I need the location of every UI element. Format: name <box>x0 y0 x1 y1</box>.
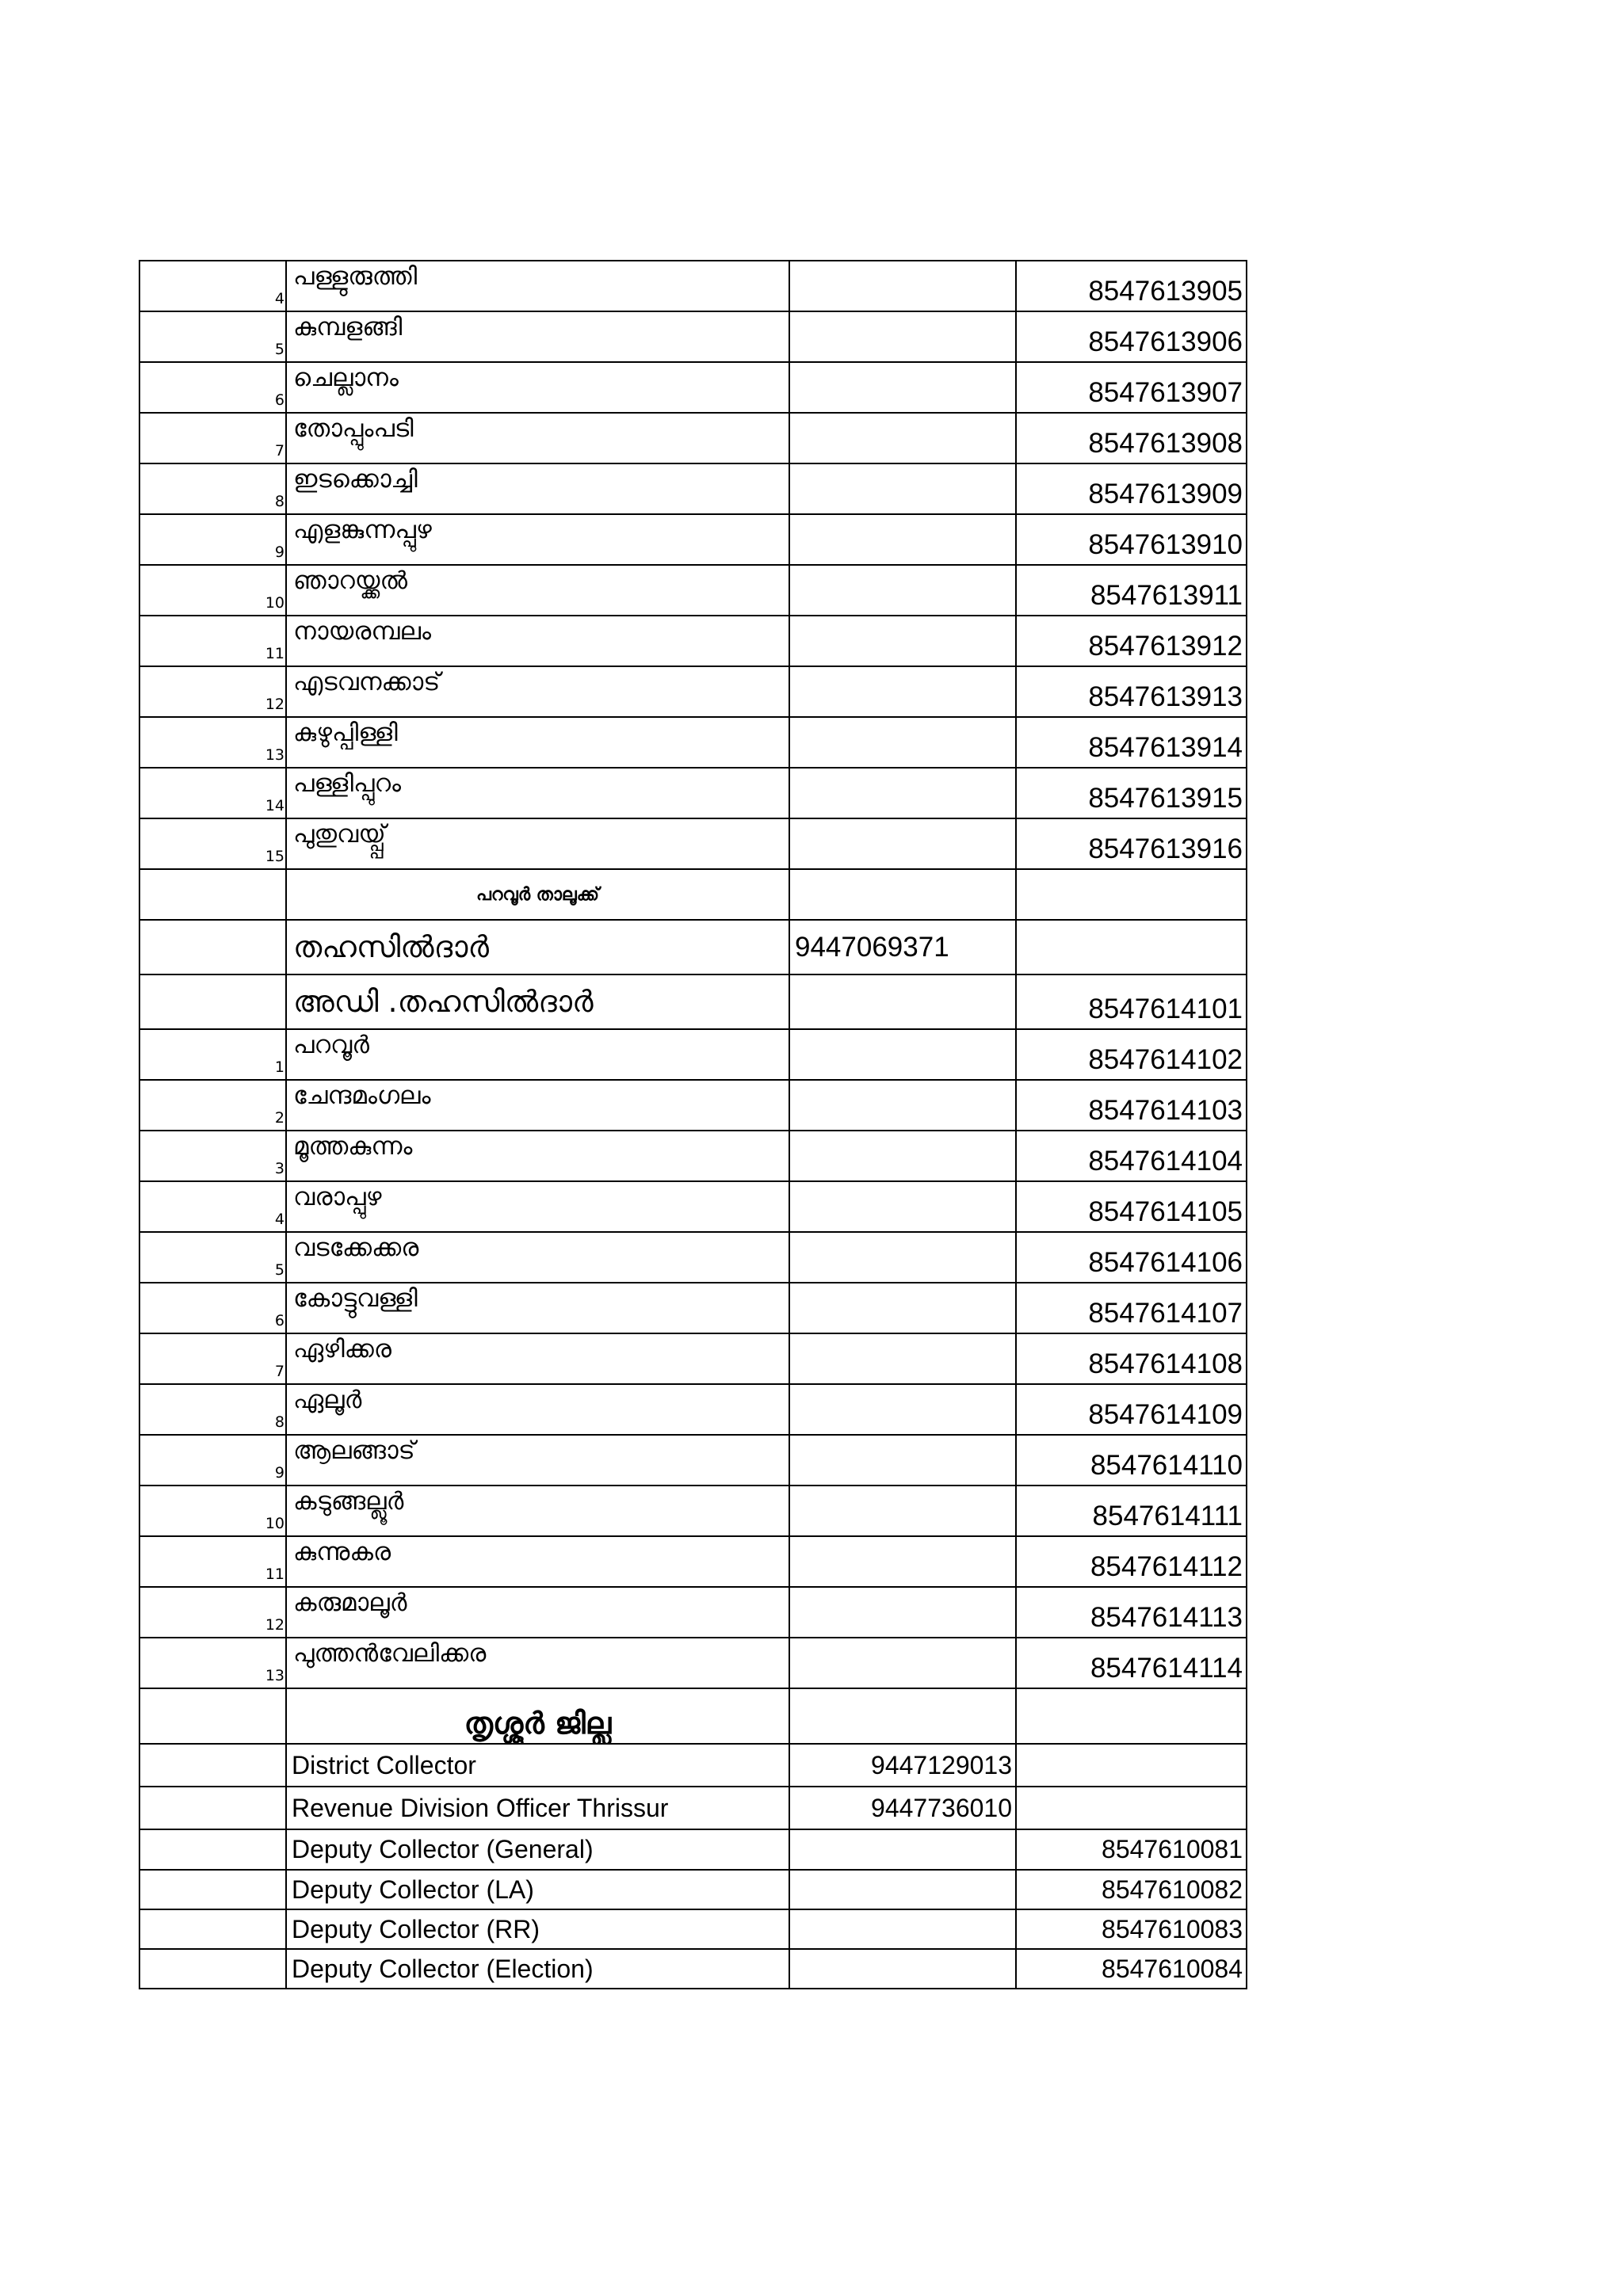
landline-number <box>789 1029 1016 1080</box>
landline-number: 9447736010 <box>789 1787 1016 1829</box>
serial-number: 7 <box>139 1333 286 1384</box>
mobile-number: 8547613911 <box>1016 565 1247 616</box>
serial-number <box>139 1744 286 1787</box>
serial-number <box>139 1909 286 1949</box>
landline-number <box>789 463 1016 514</box>
mobile-number: 8547614101 <box>1016 974 1247 1029</box>
landline-number <box>789 1638 1016 1688</box>
serial-number: 4 <box>139 1181 286 1232</box>
office-name: ഞാറയ്ക്കൽ <box>286 565 789 616</box>
serial-number: 13 <box>139 717 286 768</box>
mobile-number: 8547613907 <box>1016 362 1247 413</box>
office-name: അഡി .തഹസിൽദാർ <box>286 974 789 1029</box>
table-row <box>139 920 1247 974</box>
office-name: എളങ്കുന്നപ്പുഴ <box>286 514 789 565</box>
mobile-number <box>1016 1688 1247 1744</box>
table-row <box>139 1744 1247 1787</box>
serial-number <box>139 920 286 974</box>
table-row <box>139 768 1247 818</box>
serial-number: 2 <box>139 1080 286 1131</box>
office-name: പുത്തൻവേലിക്കര <box>286 1638 789 1688</box>
office-name: ഏഴിക്കര <box>286 1333 789 1384</box>
landline-number <box>789 413 1016 463</box>
mobile-number: 8547613913 <box>1016 666 1247 717</box>
serial-number: 1 <box>139 1029 286 1080</box>
mobile-number: 8547613909 <box>1016 463 1247 514</box>
serial-number: 5 <box>139 311 286 362</box>
mobile-number <box>1016 869 1247 920</box>
table-row <box>139 1232 1247 1283</box>
table-row <box>139 261 1247 311</box>
landline-number <box>789 1688 1016 1744</box>
landline-number <box>789 565 1016 616</box>
landline-number <box>789 1232 1016 1283</box>
office-name: Deputy Collector (General) <box>286 1829 789 1870</box>
landline-number <box>789 1181 1016 1232</box>
table-row <box>139 666 1247 717</box>
mobile-number: 8547614102 <box>1016 1029 1247 1080</box>
table-row <box>139 565 1247 616</box>
table-row <box>139 413 1247 463</box>
table-row <box>139 1283 1247 1333</box>
landline-number <box>789 311 1016 362</box>
serial-number: 7 <box>139 413 286 463</box>
mobile-number: 8547614109 <box>1016 1384 1247 1435</box>
office-name: എടവനക്കാട് <box>286 666 789 717</box>
office-name: ഏലൂർ <box>286 1384 789 1435</box>
landline-number <box>789 1587 1016 1638</box>
office-name: പള്ളിപ്പുറം <box>286 768 789 818</box>
office-name: കുഴുപ്പിള്ളി <box>286 717 789 768</box>
table-row <box>139 311 1247 362</box>
landline-number <box>789 1283 1016 1333</box>
landline-number <box>789 869 1016 920</box>
mobile-number: 8547613910 <box>1016 514 1247 565</box>
serial-number: 3 <box>139 1131 286 1181</box>
table-row <box>139 818 1247 869</box>
mobile-number: 8547613905 <box>1016 261 1247 311</box>
office-name: തഹസിൽദാർ <box>286 920 789 974</box>
mobile-number: 8547614107 <box>1016 1283 1247 1333</box>
mobile-number: 8547614111 <box>1016 1486 1247 1536</box>
landline-number <box>789 1949 1016 1989</box>
office-name: തോപ്പുംപടി <box>286 413 789 463</box>
table-row <box>139 1536 1247 1587</box>
office-name: വടക്കേക്കര <box>286 1232 789 1283</box>
serial-number: 6 <box>139 362 286 413</box>
serial-number <box>139 1688 286 1744</box>
landline-number <box>789 1131 1016 1181</box>
table-row <box>139 1829 1247 1870</box>
taluk-heading: പറവൂർ താലൂക്ക് <box>286 869 789 920</box>
landline-number <box>789 768 1016 818</box>
office-name: District Collector <box>286 1744 789 1787</box>
table-row <box>139 1909 1247 1949</box>
mobile-number: 8547614108 <box>1016 1333 1247 1384</box>
office-name: പറവൂർ <box>286 1029 789 1080</box>
landline-number <box>789 616 1016 666</box>
landline-number <box>789 1536 1016 1587</box>
office-name: ആലങ്ങാട് <box>286 1435 789 1486</box>
taluk-heading-row <box>139 869 1247 920</box>
mobile-number: 8547614113 <box>1016 1587 1247 1638</box>
office-name: നായരമ്പലം <box>286 616 789 666</box>
mobile-number: 8547610084 <box>1016 1949 1247 1989</box>
office-name: പള്ളുരുത്തി <box>286 261 789 311</box>
landline-number <box>789 261 1016 311</box>
mobile-number: 8547614105 <box>1016 1181 1247 1232</box>
landline-number <box>789 1829 1016 1870</box>
serial-number: 12 <box>139 1587 286 1638</box>
table-row <box>139 1029 1247 1080</box>
office-name: Deputy Collector (Election) <box>286 1949 789 1989</box>
office-name: കുന്നുകര <box>286 1536 789 1587</box>
office-name: Deputy Collector (LA) <box>286 1870 789 1909</box>
mobile-number: 8547613916 <box>1016 818 1247 869</box>
serial-number: 10 <box>139 565 286 616</box>
mobile-number: 8547610082 <box>1016 1870 1247 1909</box>
mobile-number: 8547614110 <box>1016 1435 1247 1486</box>
mobile-number <box>1016 920 1247 974</box>
mobile-number <box>1016 1787 1247 1829</box>
landline-number <box>789 1870 1016 1909</box>
office-name: കരുമാലൂർ <box>286 1587 789 1638</box>
serial-number <box>139 1787 286 1829</box>
table-row <box>139 1333 1247 1384</box>
district-heading: തൃശ്ശൂർ ജില്ല <box>286 1688 789 1744</box>
landline-number <box>789 1384 1016 1435</box>
table-row <box>139 1181 1247 1232</box>
serial-number: 10 <box>139 1486 286 1536</box>
office-name: വരാപ്പുഴ <box>286 1181 789 1232</box>
serial-number: 8 <box>139 463 286 514</box>
landline-number <box>789 362 1016 413</box>
serial-number: 9 <box>139 514 286 565</box>
table-row <box>139 1949 1247 1989</box>
mobile-number: 8547613915 <box>1016 768 1247 818</box>
office-name: ചേന്ദമംഗലം <box>286 1080 789 1131</box>
table-row <box>139 974 1247 1029</box>
office-name: മൂത്തകുന്നം <box>286 1131 789 1181</box>
mobile-number: 8547613908 <box>1016 413 1247 463</box>
table-row <box>139 717 1247 768</box>
serial-number <box>139 1829 286 1870</box>
table-row <box>139 1080 1247 1131</box>
table-row <box>139 616 1247 666</box>
table-row <box>139 1384 1247 1435</box>
table-row <box>139 362 1247 413</box>
table-row <box>139 1787 1247 1829</box>
serial-number: 14 <box>139 768 286 818</box>
serial-number <box>139 974 286 1029</box>
mobile-number: 8547610081 <box>1016 1829 1247 1870</box>
table-row <box>139 1131 1247 1181</box>
landline-number: 9447129013 <box>789 1744 1016 1787</box>
table-row <box>139 1486 1247 1536</box>
landline-number <box>789 974 1016 1029</box>
landline-number <box>789 1486 1016 1536</box>
office-name: കടുങ്ങല്ലൂർ <box>286 1486 789 1536</box>
serial-number: 13 <box>139 1638 286 1688</box>
serial-number: 12 <box>139 666 286 717</box>
mobile-number: 8547614112 <box>1016 1536 1247 1587</box>
contact-table <box>139 260 1247 1989</box>
landline-number: 9447069371 <box>789 920 1016 974</box>
mobile-number: 8547610083 <box>1016 1909 1247 1949</box>
mobile-number <box>1016 1744 1247 1787</box>
mobile-number: 8547614104 <box>1016 1131 1247 1181</box>
serial-number: 11 <box>139 616 286 666</box>
district-heading-row <box>139 1688 1247 1744</box>
serial-number: 11 <box>139 1536 286 1587</box>
mobile-number: 8547614114 <box>1016 1638 1247 1688</box>
office-name: Revenue Division Officer Thrissur <box>286 1787 789 1829</box>
landline-number <box>789 514 1016 565</box>
office-name: ഇടക്കൊച്ചി <box>286 463 789 514</box>
office-name: പുതുവയ്പ്പ് <box>286 818 789 869</box>
serial-number: 6 <box>139 1283 286 1333</box>
landline-number <box>789 1333 1016 1384</box>
landline-number <box>789 818 1016 869</box>
landline-number <box>789 1435 1016 1486</box>
serial-number: 8 <box>139 1384 286 1435</box>
office-name: കോട്ടുവള്ളി <box>286 1283 789 1333</box>
office-name: ചെല്ലാനം <box>286 362 789 413</box>
office-name: Deputy Collector (RR) <box>286 1909 789 1949</box>
serial-number <box>139 869 286 920</box>
serial-number: 5 <box>139 1232 286 1283</box>
landline-number <box>789 717 1016 768</box>
serial-number: 4 <box>139 261 286 311</box>
office-name: കുമ്പളങ്ങി <box>286 311 789 362</box>
serial-number <box>139 1870 286 1909</box>
table-row <box>139 1587 1247 1638</box>
mobile-number: 8547613906 <box>1016 311 1247 362</box>
mobile-number: 8547613914 <box>1016 717 1247 768</box>
mobile-number: 8547614106 <box>1016 1232 1247 1283</box>
table-row <box>139 463 1247 514</box>
table-row <box>139 1435 1247 1486</box>
serial-number: 15 <box>139 818 286 869</box>
mobile-number: 8547614103 <box>1016 1080 1247 1131</box>
table-row <box>139 514 1247 565</box>
landline-number <box>789 1909 1016 1949</box>
landline-number <box>789 1080 1016 1131</box>
table-row <box>139 1638 1247 1688</box>
serial-number <box>139 1949 286 1989</box>
serial-number: 9 <box>139 1435 286 1486</box>
landline-number <box>789 666 1016 717</box>
mobile-number: 8547613912 <box>1016 616 1247 666</box>
table-row <box>139 1870 1247 1909</box>
